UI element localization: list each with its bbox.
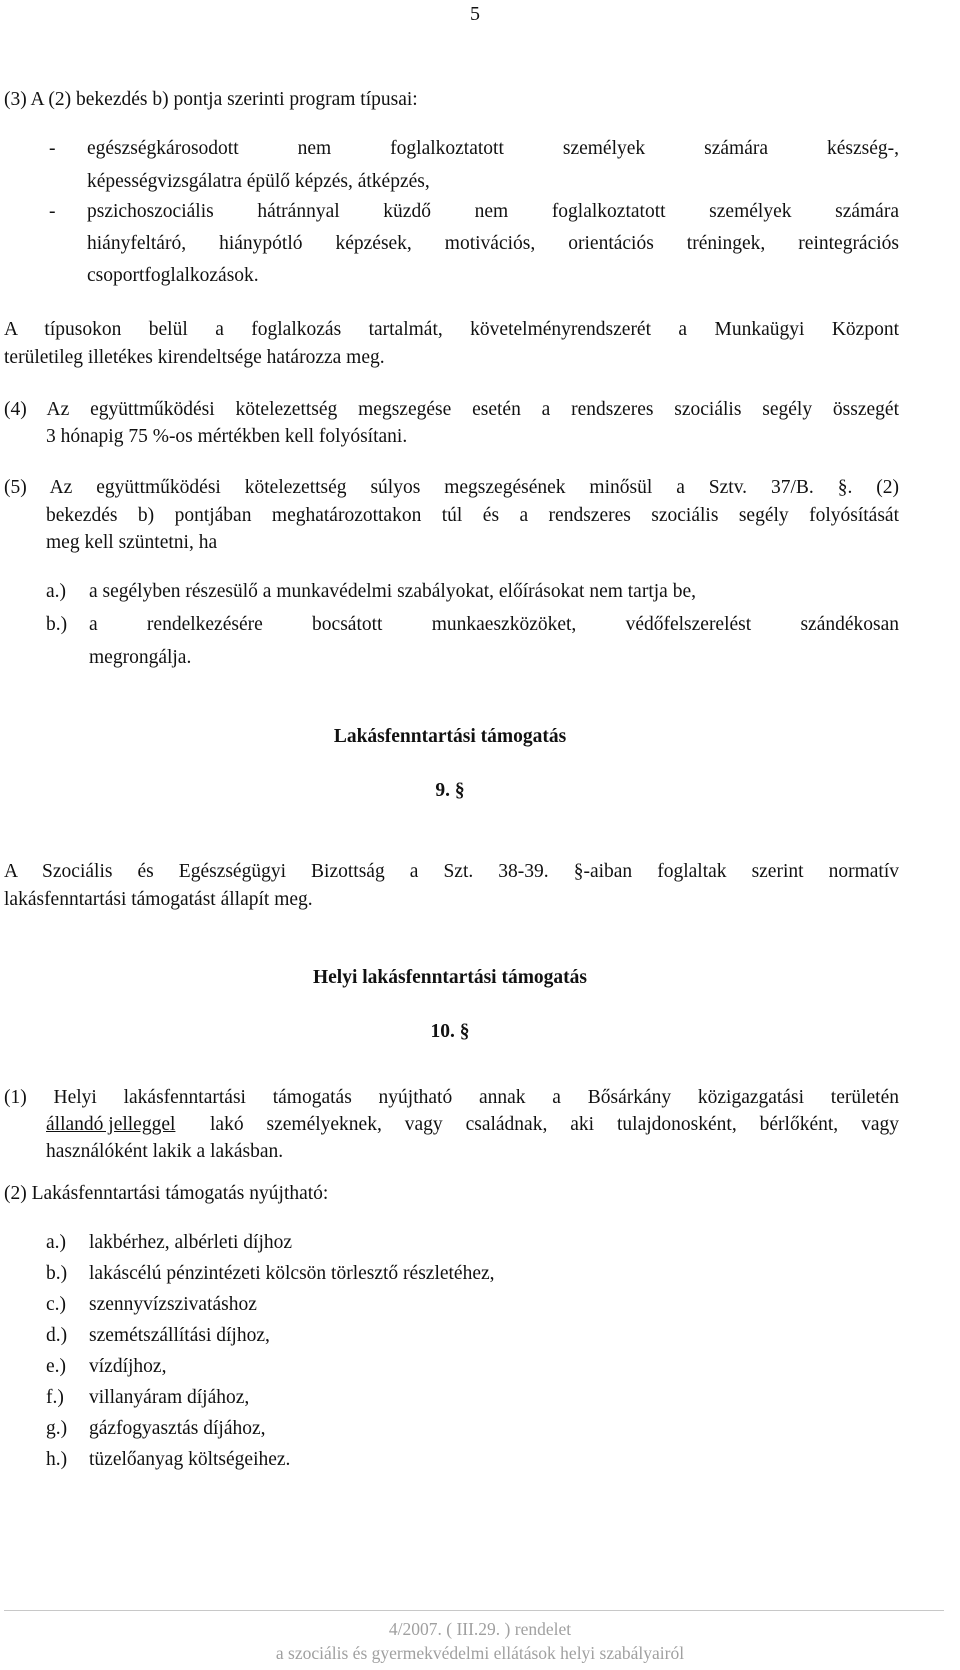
page-number: 5 [470, 3, 480, 25]
bullet-1-line-1: egészségkárosodott nem foglalkoztatott személyek számára készség-, [87, 138, 899, 159]
underlined-phrase: állandó jelleggel [46, 1114, 176, 1135]
list-item-label: g.) [46, 1418, 68, 1439]
item-text-b-line-1: a rendelkezésére bocsátott munkaeszközöket, védőfelszerelést szándékosan [89, 614, 899, 635]
list-item-text: vízdíjhoz, [89, 1356, 167, 1377]
list-item-label: b.) [46, 1263, 68, 1284]
list-item-text: tüzelőanyag költségeihez. [89, 1449, 291, 1470]
section-9-paragraph-line-1: A Szociális és Egészségügyi Bizottság a Szt. 38-39. §-aiban foglaltak szerint normatív [4, 861, 899, 882]
list-item-text: szemétszállítási díjhoz, [89, 1325, 270, 1346]
section-10-p1-line-3: használóként lakik a lakásban. [46, 1141, 284, 1162]
heading-helyi-lakasfenntartasi: Helyi lakásfenntartási támogatás [312, 967, 588, 988]
list-item-text: gázfogyasztás díjához, [89, 1418, 266, 1439]
section-3-intro: (3) A (2) bekezdés b) pontja szerinti program típusai: [4, 89, 418, 110]
item-text-a: a segélyben részesülő a munkavédelmi szabályokat, előírásokat nem tartja be, [89, 581, 696, 602]
section-5-line-3: meg kell szüntetni, ha [46, 532, 218, 553]
footer-rule [4, 1610, 944, 1611]
list-item-text: lakáscélú pénzintézeti kölcsön törlesztő részletéhez, [89, 1263, 495, 1284]
section-10-number: 10. § [430, 1021, 470, 1042]
bullet-1-line-2: képességvizsgálatra épülő képzés, átképzés, [87, 171, 430, 192]
heading-lakasfenntartasi: Lakásfenntartási támogatás [333, 726, 567, 747]
section-3-paragraph-line-1: A típusokon belül a foglalkozás tartalmát, követelményrendszerét a Munkaügyi Központ [4, 319, 899, 340]
footer-line-1: 4/2007. ( III.29. ) rendelet [388, 1619, 572, 1639]
list-item-text: lakbérhez, albérleti díjhoz [89, 1232, 293, 1253]
item-label-b: b.) [46, 614, 68, 635]
item-label-a: a.) [46, 581, 67, 602]
section-5-line-2: bekezdés b) pontjában meghatározottakon túl és a rendszeres szociális segély folyósítását [46, 505, 899, 526]
bullet-dash: - [49, 138, 56, 159]
list-item-label: d.) [46, 1325, 68, 1346]
section-9-paragraph-line-2: lakásfenntartási támogatást állapít meg. [4, 889, 313, 910]
section-10-p1-line-1: (1) Helyi lakásfenntartási támogatás nyújtható annak a Bősárkány közigazgatási területén [4, 1087, 899, 1108]
bullet-2-line-1: pszichoszociális hátránnyal küzdő nem foglalkoztatott személyek számára [87, 201, 899, 222]
bullet-2-line-2: hiányfeltáró, hiánypótló képzések, motivációs, orientációs tréningek, reintegrációs [87, 233, 899, 254]
list-item-label: c.) [46, 1294, 67, 1315]
bullet-dash: - [49, 201, 56, 222]
section-10-p2: (2) Lakásfenntartási támogatás nyújtható: [4, 1183, 329, 1204]
section-4-line-1: (4) Az együttműködési kötelezettség megszegése esetén a rendszeres szociális segély összegét [4, 399, 899, 420]
list-item-label: f.) [46, 1387, 64, 1408]
bullet-2-line-3: csoportfoglalkozások. [87, 265, 259, 286]
footer-line-2: a szociális és gyermekvédelmi ellátások helyi szabályairól [275, 1643, 685, 1663]
list-item-text: villanyáram díjához, [89, 1387, 250, 1408]
section-9-number: 9. § [435, 780, 465, 801]
section-4-line-2: 3 hónapig 75 %-os mértékben kell folyósítani. [46, 426, 408, 447]
section-5-line-1: (5) Az együttműködési kötelezettség súlyos megszegésének minősül a Sztv. 37/B. §. (2) [4, 477, 899, 498]
item-text-b-line-2: megrongálja. [89, 647, 192, 668]
section-10-p1-line-2-rest: lakó személyeknek, vagy családnak, aki tulajdonosként, bérlőként, vagy [210, 1114, 899, 1135]
list-item-text: szennyvízszivatáshoz [89, 1294, 257, 1315]
list-item-label: a.) [46, 1232, 67, 1253]
section-3-paragraph-line-2: területileg illetékes kirendeltsége határozza meg. [4, 347, 385, 368]
list-item-label: h.) [46, 1449, 68, 1470]
section-10-p1-line-2 [46, 1113, 175, 1137]
list-item-label: e.) [46, 1356, 67, 1377]
